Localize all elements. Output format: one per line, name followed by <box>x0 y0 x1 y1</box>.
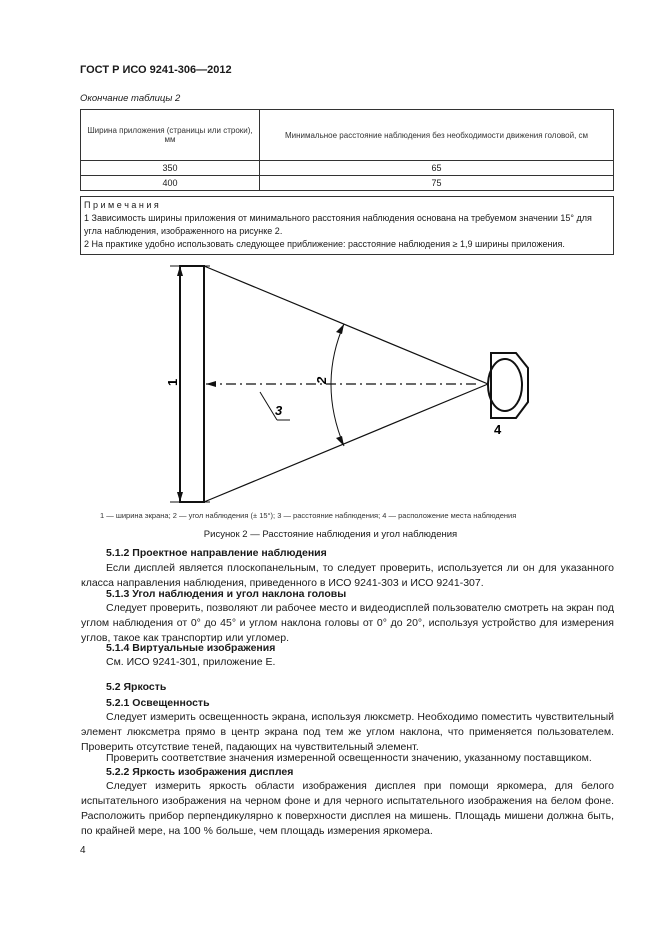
note-2: 2 На практике удобно использовать следующее приближение: расстояние наблюдения ≥ 1,9 ширины приложения. <box>84 239 565 249</box>
figure-legend: 1 — ширина экрана; 2 — угол наблюдения (± 15°); 3 — расстояние наблюдения; 4 — расположение места наблюдения <box>100 511 517 520</box>
arrow-left-icon <box>206 381 216 387</box>
observer-head-icon <box>488 359 522 411</box>
label-4: 4 <box>494 422 502 437</box>
section-5-1-4-title: 5.1.4 Виртуальные изображения <box>106 642 276 654</box>
header-width: Ширина приложения (страницы или строки), мм <box>81 110 260 161</box>
arrow-up-icon <box>177 266 183 276</box>
table-header-row <box>81 110 614 161</box>
document-header: ГОСТ Р ИСО 9241-306—2012 <box>80 64 232 76</box>
section-5-1-3-text: Следует проверить, позволяют ли рабочее место и видеодисплей пользователю смотреть на экран под углом наблюдения от 0° до 45° и углом наклона головы от 0° до 20°, используя устройство для измерения углов, такое как транспортир или угломер. <box>81 602 614 644</box>
section-5-2-1-text: Следует измерить освещенность экрана, используя люксметр. Необходимо поместить чувствительный элемент люксметра прямо в центр экрана под тем же углом наклона, что применяется пользователем. Проверить отсутствие теней, падающих на чувствительный элемент. <box>81 711 614 753</box>
label-1: 1 <box>165 378 180 386</box>
label-3: 3 <box>275 403 283 418</box>
viewing-diagram <box>150 262 530 510</box>
arc-arrow-bottom-icon <box>336 436 344 446</box>
figure-caption: Рисунок 2 — Расстояние наблюдения и угол наблюдения <box>203 529 458 540</box>
section-5-1-2-text: Если дисплей является плоскопанельным, то следует проверить, используется ли он для указанного класса направления наблюдения, приведенного в ИСО 9241-303 и ИСО 9241-307. <box>81 562 614 589</box>
cone-lower-line <box>204 384 488 502</box>
header-distance: Минимальное расстояние наблюдения без необходимости движения головой, см <box>260 110 614 161</box>
page-number: 4 <box>80 845 86 856</box>
table-notes <box>80 196 614 255</box>
section-5-2-title: 5.2 Яркость <box>106 681 167 693</box>
notes-title: П р и м е ч а н и я <box>84 200 159 210</box>
cell-width: 350 <box>81 161 260 176</box>
section-5-1-2-title: 5.1.2 Проектное направление наблюдения <box>106 547 327 559</box>
cell-distance: 75 <box>260 176 614 191</box>
section-5-2-2-title: 5.2.2 Яркость изображения дисплея <box>106 766 294 778</box>
table-row <box>81 176 614 191</box>
screen-shape <box>180 266 204 502</box>
arc-arrow-top-icon <box>336 324 344 334</box>
cell-distance: 65 <box>260 161 614 176</box>
note-1: 1 Зависимость ширины приложения от минимального расстояния наблюдения основана на требуемом значении 15° для угла наблюдения, изображенного на рисунке 2. <box>84 213 592 236</box>
cell-width: 400 <box>81 176 260 191</box>
arrow-down-icon <box>177 492 183 502</box>
distance-table <box>80 109 614 191</box>
section-5-2-1-title: 5.2.1 Освещенность <box>106 697 210 709</box>
label-2: 2 <box>314 376 329 384</box>
table-caption: Окончание таблицы 2 <box>80 93 181 104</box>
table-row <box>81 161 614 176</box>
section-5-1-4-text: См. ИСО 9241-301, приложение Е. <box>106 656 276 668</box>
angle-arc <box>331 324 344 446</box>
cone-upper-line <box>204 266 488 384</box>
section-5-2-1-note: Проверить соответствие значения измеренной освещенности значению, указанному поставщиком. <box>106 752 592 764</box>
section-5-1-3-title: 5.1.3 Угол наблюдения и угол наклона головы <box>106 588 347 600</box>
section-5-2-2-text: Следует измерить яркость области изображения дисплея при помощи яркомера, для белого испытательного изображения на черном фоне и для черного испытательного изображения на белом фоне. Расположить прибор перпендикулярно к поверхности дисплея на мишень. Площадь мишени должна быть, по крайней мере, на 100 % больше, чем площадь измерения яркомера. <box>81 780 614 837</box>
